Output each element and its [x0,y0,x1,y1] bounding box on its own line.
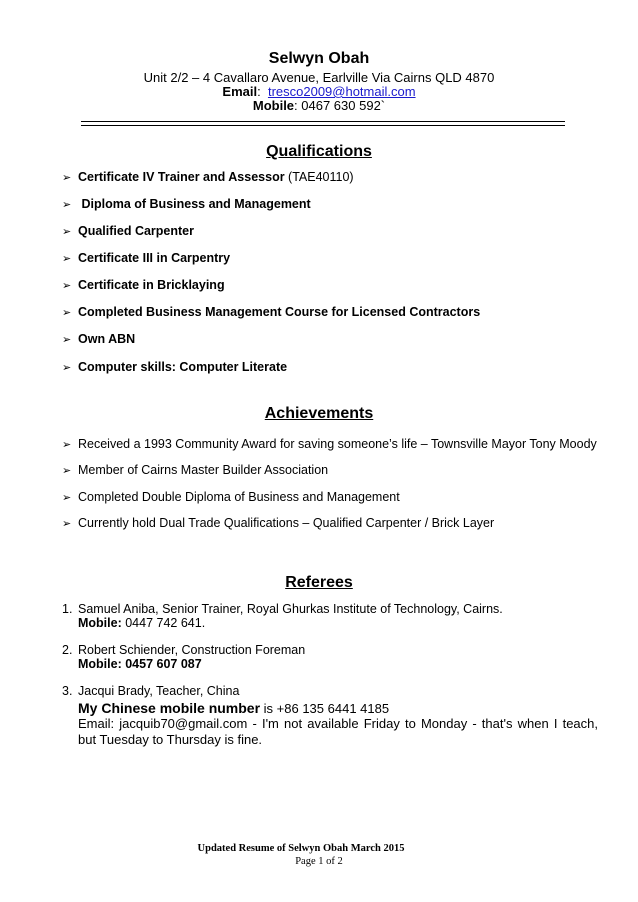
qualification-title: Certificate in Bricklaying [78,278,225,292]
achievement-item [62,463,328,477]
achievement-item [62,516,494,530]
achievement-text: Received a 1993 Community Award for saving someone’s life – Townsville Mayor Tony Moody [78,437,597,451]
achievement-item [62,490,400,504]
referee-item [62,602,503,630]
referee-details: Jacqui Brady, Teacher, China [78,684,240,698]
qualification-title: Computer skills: Computer Literate [78,360,288,374]
chinese-mobile-label: My Chinese mobile number [78,700,261,716]
arrow-bullet-icon: ➢ [62,465,72,477]
qualification-title: Qualified Carpenter [78,224,194,238]
qualification-title: Diploma of Business and Management [78,197,311,211]
qualification-title: Certificate IV Trainer and Assessor [78,170,285,184]
referee-details: Robert Schiender, Construction Foreman [78,643,306,657]
arrow-bullet-icon: ➢ [62,334,72,346]
arrow-bullet-icon: ➢ [62,253,72,265]
email-link[interactable]: tresco2009@hotmail.com [267,84,416,99]
qualification-title: Certificate III in Carpentry [78,251,231,265]
arrow-bullet-icon: ➢ [62,226,72,238]
referee-mobile-value: 0447 742 641. [121,616,206,630]
email-label: Email [222,84,258,99]
achievement-text: Member of Cairns Master Builder Association [78,463,329,477]
footer-page-number: Page 1 of 2 [295,856,343,867]
address-line: Unit 2/2 – 4 Cavallaro Avenue, Earlville Via Cairns QLD 4870 [143,70,495,85]
qualification-item [62,332,135,346]
candidate-name: Selwyn Obah [268,50,370,67]
chinese-mobile-value: is +86 135 6441 4185 [260,701,390,716]
achievement-item [62,437,597,451]
qualification-item [62,170,354,184]
arrow-bullet-icon: ➢ [62,307,72,319]
achievement-text: Completed Double Diploma of Business and Management [78,490,400,504]
qualification-item [62,360,287,374]
arrow-bullet-icon: ➢ [62,492,72,504]
arrow-bullet-icon: ➢ [62,199,72,211]
arrow-bullet-icon: ➢ [62,362,72,374]
qualification-item [62,197,311,211]
qualification-item [62,305,480,319]
arrow-bullet-icon: ➢ [62,439,72,451]
qualification-item [62,224,194,238]
arrow-bullet-icon: ➢ [62,518,72,530]
achievement-text: Currently hold Dual Trade Qualifications – Qualified Carpenter / Brick Layer [78,516,495,530]
referee-item [62,684,239,698]
referee-item [62,643,305,671]
referees-heading: Referees [285,574,353,591]
arrow-bullet-icon: ➢ [62,280,72,292]
referee-number: 2. [62,643,73,657]
footer-title: Updated Resume of Selwyn Obah March 2015 [197,843,405,854]
mobile-label: Mobile [252,98,295,113]
achievements-heading: Achievements [264,405,374,422]
referee-mobile-label: Mobile: 0457 607 087 [78,657,202,671]
referee-number: 1. [62,602,73,616]
email-line: Email: tresco2009@hotmail.com [222,84,416,99]
qualification-item [62,278,225,292]
qualification-code: (TAE40110) [284,170,354,184]
referee-email-note: Email: jacquib70@gmail.com - I'm not available Friday to Monday - that's when I teach, but Tuesday to Thursday is fine. [78,716,598,747]
page-footer [0,842,638,868]
referee-mobile-label: Mobile: [78,616,122,630]
referee-details: Samuel Aniba, Senior Trainer, Royal Ghurkas Institute of Technology, Cairns. [78,602,503,616]
qualification-title: Own ABN [78,332,136,346]
arrow-bullet-icon: ➢ [62,172,72,184]
referee-number: 3. [62,684,73,698]
mobile-value: : 0467 630 592` [294,98,386,113]
qualifications-heading: Qualifications [266,143,372,160]
mobile-line [0,98,638,113]
qualification-title: Completed Business Management Course for Licensed Contractors [78,305,481,319]
header-divider-bottom [81,125,565,126]
qualification-item [62,251,230,265]
chinese-mobile-line [78,700,598,717]
header-divider-top [81,121,565,122]
